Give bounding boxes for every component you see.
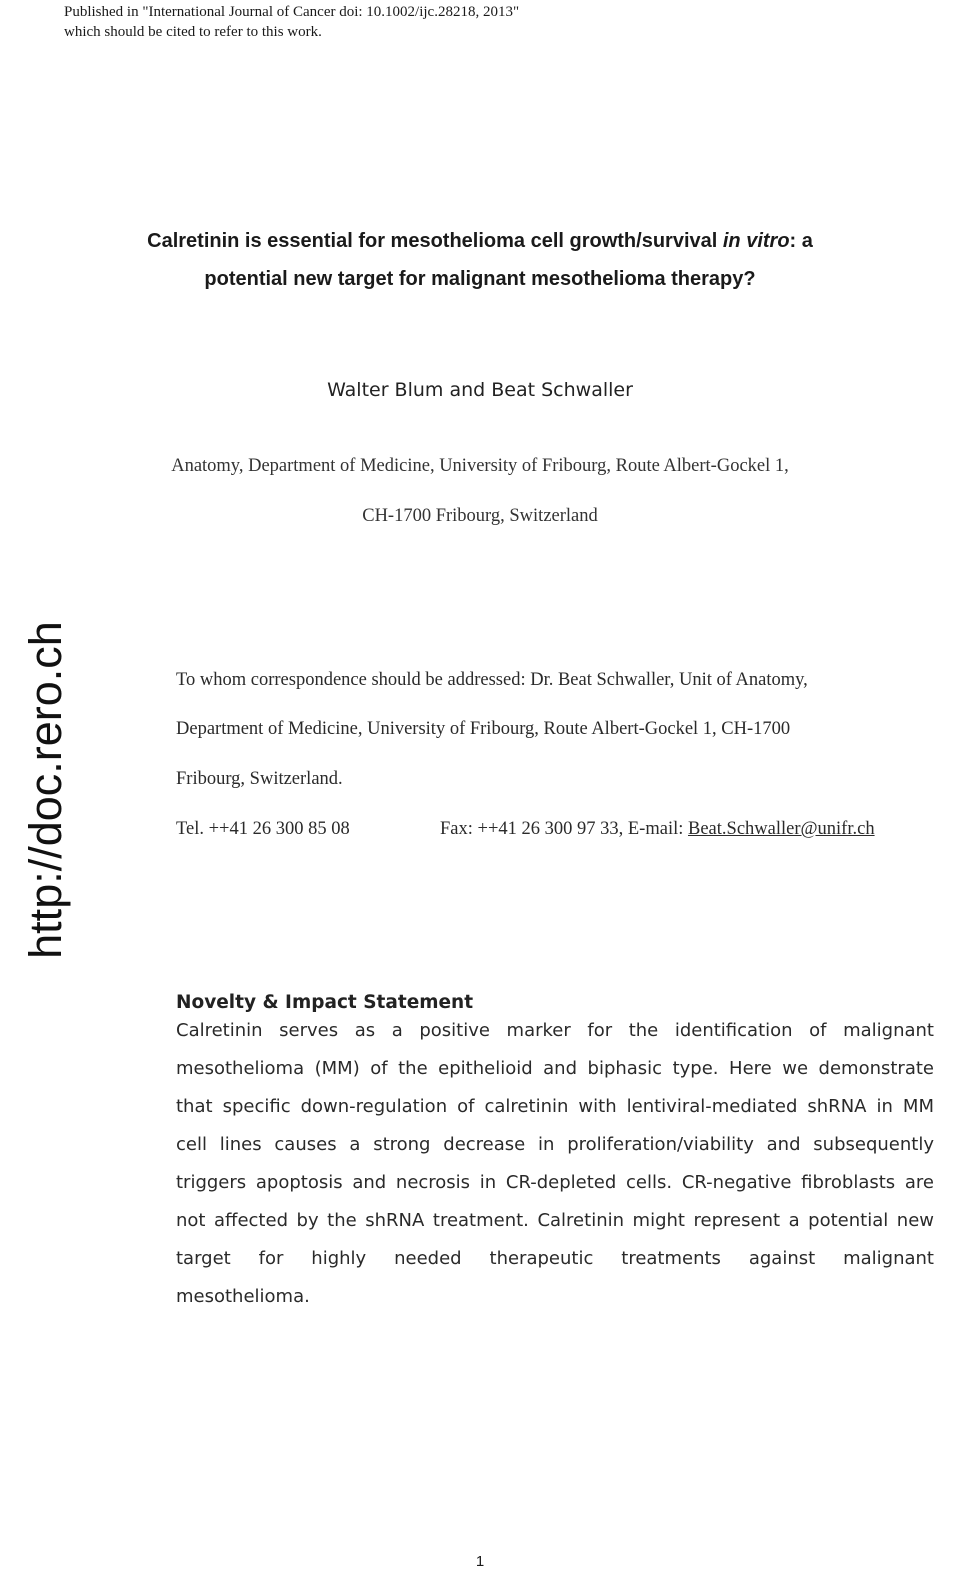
title-text-before-italic: Calretinin is essential for mesothelioma cell growth/survival: [147, 230, 723, 252]
novelty-text-line: mesothelioma (MM) of the epithelioid and biphasic type. Here we demonstrate: [176, 1058, 934, 1079]
email-link[interactable]: Beat.Schwaller@unifr.ch: [688, 819, 875, 839]
affiliation-line-2: CH-1700 Fribourg, Switzerland: [362, 506, 598, 526]
side-watermark-url: http://doc.rero.ch: [20, 621, 71, 959]
correspondence-line-1: To whom correspondence should be addressed: Dr. Beat Schwaller, Unit of Anatomy,: [176, 670, 808, 690]
publication-note-line-1: Published in "International Journal of Cancer doi: 10.1002/ijc.28218, 2013": [64, 4, 520, 20]
novelty-text-line: Calretinin serves as a positive marker for the identification of malignant: [176, 1020, 934, 1041]
paper-title-line-2: potential new target for malignant mesothelioma therapy?: [204, 268, 756, 290]
novelty-text-line: target for highly needed therapeutic treatments against malignant: [176, 1248, 934, 1269]
authors: Walter Blum and Beat Schwaller: [327, 379, 633, 401]
telephone: Tel. ++41 26 300 85 08: [176, 819, 350, 839]
novelty-text-line: that specific down-regulation of calretinin with lentiviral-mediated shRNA in MM: [176, 1096, 934, 1117]
title-italic-text: in vitro: [722, 230, 790, 252]
novelty-text-line: triggers apoptosis and necrosis in CR-depleted cells. CR-negative fibroblasts are: [176, 1172, 934, 1193]
publication-note-line-2: which should be cited to refer to this work.: [64, 24, 322, 40]
novelty-text-line: mesothelioma.: [176, 1286, 310, 1307]
novelty-heading: Novelty & Impact Statement: [176, 992, 474, 1013]
correspondence-line-3: Fribourg, Switzerland.: [176, 769, 343, 789]
paper-title-line-1: [0, 229, 960, 253]
fax-email-line: [440, 818, 875, 840]
correspondence-line-2: Department of Medicine, University of Fribourg, Route Albert-Gockel 1, CH-1700: [176, 719, 791, 739]
title-text-after-italic: : a: [789, 230, 813, 252]
novelty-text-line: not affected by the shRNA treatment. Calretinin might represent a potential new: [176, 1210, 934, 1231]
page-number: 1: [475, 1553, 485, 1570]
novelty-text-line: cell lines causes a strong decrease in proliferation/viability and subsequently: [176, 1134, 934, 1155]
fax-text: Fax: ++41 26 300 97 33, E-mail:: [440, 819, 688, 839]
affiliation-line-1: Anatomy, Department of Medicine, University of Fribourg, Route Albert-Gockel 1,: [171, 456, 789, 476]
